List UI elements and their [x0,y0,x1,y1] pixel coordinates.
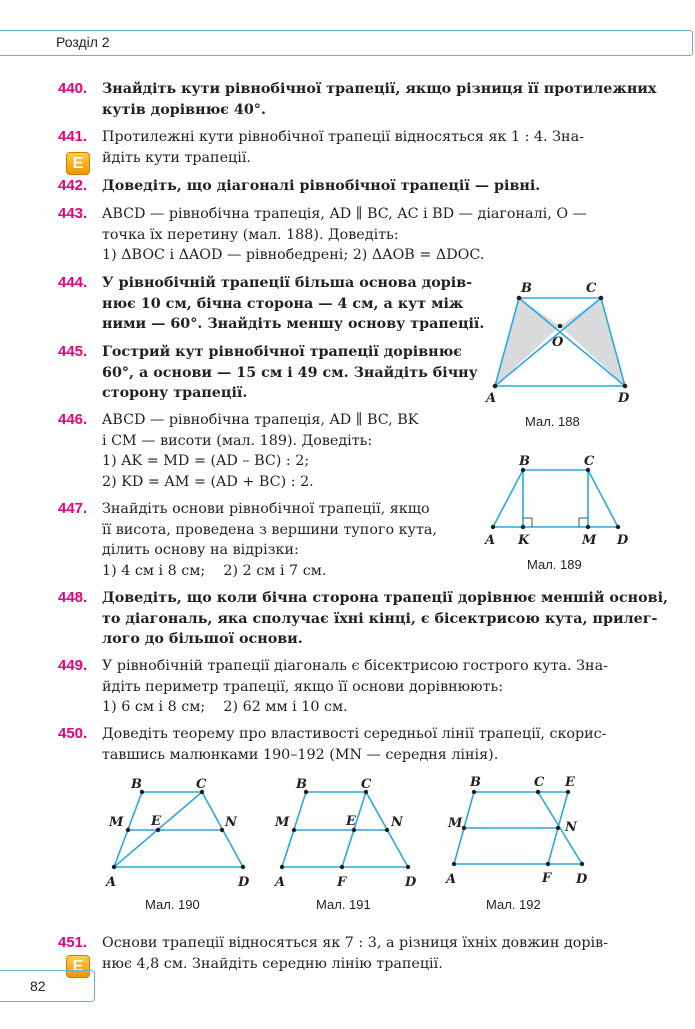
vertex-point [340,865,344,869]
section-title: Розділ 2 [56,34,110,50]
label-D: D [405,875,417,890]
problem-line: 1) ΔBOC і ΔAOD — рівнобедрені; 2) ΔAOB = ΔDOC. [102,247,485,264]
problem-450 [102,724,607,765]
problem-line: 1) 4 см і 8 см; 2) 2 см і 7 см. [102,563,327,580]
problem-line: Протилежні кути рівнобічної трапеції відносяться як 1 : 4. Зна- [102,129,584,145]
problem-line: ними — 60°. Знайдіть меншу основу трапеції. [102,316,485,333]
label-N: N [391,815,403,830]
vertex-point [558,324,563,329]
problem-440 [102,79,656,120]
vertex-point [280,865,284,869]
label-C: C [586,281,597,296]
problem-line: Доведіть, що коли бічна сторона трапеції дорівнює меншій основі, [102,590,668,606]
label-F: F [337,875,347,890]
problem-line: 1) AK = MD = (AD – BC) : 2; [102,453,310,470]
problem-line: 60°, а основи — 15 см і 49 см. Знайдіть бічну [102,364,478,381]
problem-line: 2) KD = AM = (AD + BC) : 2. [102,474,314,491]
problem-number: 445. [58,343,88,360]
label-D: D [618,391,630,406]
problem-number: 440. [58,80,88,97]
problem-line: сторону трапеції. [102,385,248,402]
shaded-triangle [560,298,625,386]
page-number: 82 [30,978,46,994]
vertex-point [517,296,522,301]
problem-number: 449. [58,657,88,674]
problem-line: У рівнобічній трапеції діагональ є бісектрисою гострого кута. Зна- [102,658,608,674]
e-badge-icon: E [66,955,90,978]
label-C: C [361,777,372,792]
vertex-point [493,384,498,389]
problem-line: ABCD — рівнобічна трапеція, AD ∥ BC, AC і BD — діагоналі, O — [102,206,587,222]
e-badge-icon: E [66,152,90,175]
label-D: D [617,533,629,548]
label-A: A [486,391,497,406]
label-O: O [552,335,564,350]
vertex-point [536,790,540,794]
label-A: A [275,875,286,890]
figure-191 [270,775,430,895]
problem-line: Основи трапеції відносяться як 7 : 3, а різниця їхніх довжин дорів- [102,935,608,951]
problem-448 [102,588,668,650]
vertex-point [241,865,245,869]
section-header [0,30,695,56]
label-E: E [565,775,575,790]
page-number-box [0,970,95,1002]
problem-line: тавшись малюнками 190–192 (MN — середня лінія). [102,746,499,763]
vertex-point [292,828,296,832]
problem-line: лого до більшої основи. [102,631,303,648]
problem-number: 441. [58,128,88,145]
problem-line: Знайдіть основи рівнобічної трапеції, якщо [102,501,430,517]
problem-number: 448. [58,589,88,606]
problem-line: Знайдіть кути рівнобічної трапеції, якщо різниця її протилежних [102,81,657,97]
figure-192 [442,772,602,892]
vertex-point [491,525,495,529]
label-C: C [584,454,595,469]
trapezoid-side [588,470,618,527]
label-B: B [131,777,142,792]
problem-line: 1) 6 см і 8 см; 2) 62 мм і 10 см. [102,699,348,716]
problem-441 [102,127,584,168]
label-D: D [576,872,588,887]
vertex-point [452,862,456,866]
label-M: M [275,815,290,830]
figure-188 [485,278,635,408]
problem-line: Доведіть, що діагоналі рівнобічної трапеції — рівні. [102,178,541,194]
label-N: N [565,820,577,835]
figure-caption: Мал. 188 [525,414,580,429]
problem-line: точка їх перетину (мал. 188). Доведіть: [102,226,399,243]
problem-number: 447. [58,500,88,517]
vertex-point [546,862,550,866]
vertex-point [599,296,604,301]
problem-number: 444. [58,274,88,291]
vertex-point [586,525,590,529]
problem-449 [102,656,608,718]
problem-number: 450. [58,725,88,742]
problem-line: йдіть кути трапеції. [102,149,251,166]
vertex-point [556,826,560,830]
problem-451 [102,933,608,974]
vertex-point [126,828,130,832]
label-C: C [196,777,207,792]
label-A: A [106,875,117,890]
figure-189 [485,455,635,555]
problem-443 [102,204,587,266]
trapezoid-side [493,470,523,527]
label-D: D [238,875,250,890]
problem-line: ділить основу на відрізки: [102,542,299,559]
vertex-point [112,865,116,869]
label-C: C [534,775,545,790]
problem-444 [102,273,484,335]
figure-190 [100,775,260,895]
label-B: B [470,775,481,790]
label-B: B [521,281,532,296]
label-N: N [225,815,237,830]
label-M: M [109,815,124,830]
problem-line: то діагональ, яка сполучає їхні кінці, є бісектрисою кута, прилег- [102,610,658,627]
problem-line: її висота, проведена з вершини тупого кута, [102,521,437,538]
label-M: M [448,816,463,831]
shaded-triangle [495,298,560,386]
vertex-point [623,384,628,389]
problem-line: нює 10 см, бічна сторона — 4 см, а кут між [102,295,464,312]
figure-caption: Мал. 190 [145,897,200,912]
problem-line: Гострий кут рівнобічної трапеції дорівнює [102,344,463,360]
vertex-point [406,865,410,869]
problem-line: ABCD — рівнобічна трапеція, AD ∥ BC, BK [102,412,419,428]
problem-number: 451. [58,934,88,951]
problem-number: 446. [58,411,88,428]
label-M: M [582,533,597,548]
figure-caption: Мал. 192 [486,897,541,912]
vertex-point [616,525,620,529]
label-B: B [519,454,530,469]
problem-line: Доведіть теорему про властивості середньої лінії трапеції, скорис- [102,726,607,742]
problem-line: нює 4,8 см. Знайдіть середню лінію трапеції. [102,955,443,972]
vertex-point [462,826,466,830]
label-B: B [296,777,307,792]
problem-number: 442. [58,177,88,194]
vertex-point [472,790,476,794]
problem-446 [102,410,418,493]
problem-line: кутів дорівнює 40°. [102,101,266,118]
label-E: E [151,814,161,829]
vertex-point [566,790,570,794]
label-E: E [346,814,356,829]
figure-caption: Мал. 189 [527,557,582,572]
label-A: A [485,533,496,548]
label-A: A [446,872,457,887]
vertex-point [580,862,584,866]
vertex-point [220,828,224,832]
label-F: F [542,871,552,886]
problem-line: У рівнобічній трапеції більша основа дорів- [102,275,473,291]
problem-442 [102,176,540,197]
vertex-point [385,828,389,832]
problem-line: і CM — висоти (мал. 189). Доведіть: [102,432,373,449]
label-K: K [518,533,530,548]
problem-445 [102,342,478,404]
problem-447 [102,499,437,582]
figure-caption: Мал. 191 [316,897,371,912]
problem-number: 443. [58,205,88,222]
vertex-point [521,525,525,529]
problem-line: йдіть периметр трапеції, якщо її основи дорівнюють: [102,678,504,695]
